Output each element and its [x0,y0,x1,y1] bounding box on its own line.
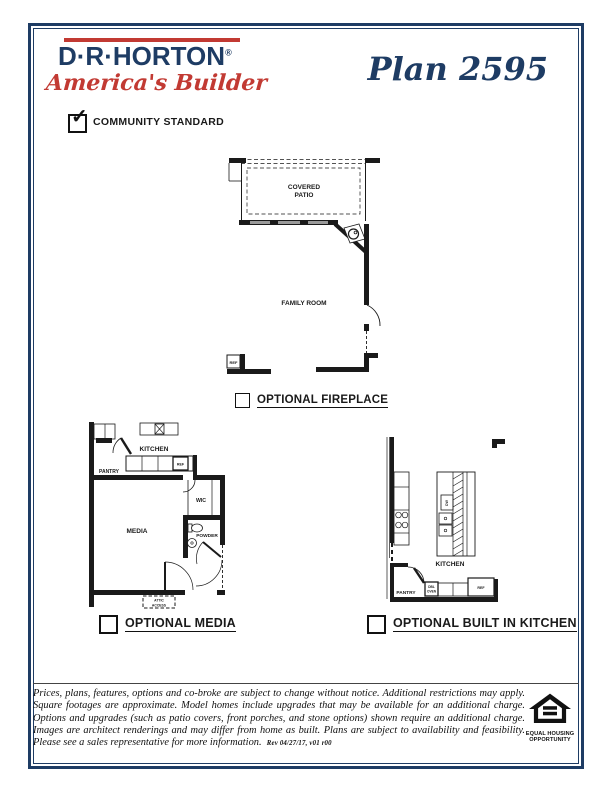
covered-patio-label-2: PATIO [294,192,314,199]
media-label: MEDIA [126,528,148,535]
brand-name: D·R·HORTON [58,41,226,71]
sink-box-1 [439,513,452,524]
dr-horton-logo [45,38,268,97]
wic-label: WIC [195,498,207,504]
optional-built-in-kitchen-row [367,615,577,634]
oven-label-1: DBL [428,585,435,589]
kitchen-label: KITCHEN [139,446,169,453]
pantry-label: PANTRY [396,591,416,596]
attic-access-label-2: ACCESS [151,603,167,608]
sink-symbol [188,539,197,548]
optional-fireplace-checkbox[interactable] [235,393,250,408]
footer [33,683,579,750]
kitchen-island [437,472,475,556]
optional-media-label: OPTIONAL MEDIA [125,616,236,630]
kitchen-label: KITCHEN [435,561,465,568]
equal-housing-logo [523,692,577,744]
covered-patio-label-1: COVERED [287,184,321,191]
community-standard-checkbox[interactable] [68,106,88,133]
toilet-symbol [192,524,203,532]
page-title: Plan 2595 [367,50,548,88]
floorplan-fireplace [216,150,386,390]
wall-corner-mark [492,439,505,448]
optional-media-checkbox[interactable] [99,615,118,634]
media-door-arc [165,562,193,590]
checkmark-icon: ✓ [71,106,88,128]
island-hatch [453,473,463,556]
family-room-label: FAMILY ROOM [281,300,327,307]
floorplan-media [85,412,235,612]
attic-access-label-1: ATTIC [154,598,164,603]
entry-door-arc [196,560,222,586]
powder-door-leaf [203,542,221,557]
sink-box-2 [439,525,452,536]
disclaimer-text [33,688,525,750]
optional-fireplace-label: OPTIONAL FIREPLACE [257,394,389,406]
optional-built-in-kitchen-label: OPTIONAL BUILT IN KITCHEN [393,616,577,630]
optional-fireplace-row [235,393,388,408]
registered-mark: ® [225,47,232,58]
disclaimer-body: Prices, plans, features, options and co-broke are subject to change without notice. Additional restrictions may apply. Square footages are approximate. Model homes include upgrades that may be available for an additional charge. Options and upgrades (such as patio covers, front porches, and stone options) shown require an additional charge. Images are architect renderings and may differ from home as built. Plans are subject to availability and feasibility. Please see a sales representative for more information. [33,688,525,749]
ref-label: REF [176,462,185,467]
logo-brand-text [58,43,268,70]
wic-door-arc [183,480,195,492]
dw-label: DW [445,500,449,506]
floorplan-built-in-kitchen [383,428,548,610]
community-standard-row [68,106,225,133]
equal-housing-house-icon [529,692,571,726]
powder-label: POWDER [196,534,218,539]
equal-housing-label-1: EQUAL HOUSING [525,731,575,737]
door-arc [367,305,380,326]
fireplace-symbol [335,224,367,253]
ref-label: REF [477,586,485,590]
logo-tagline: America's Builder [45,70,268,97]
ref-label: REF [229,360,238,365]
oven-label-2: OVEN [426,589,437,594]
optional-built-in-kitchen-checkbox[interactable] [367,615,386,634]
pantry-label: PANTRY [99,469,119,475]
revision-text: Rev 04/27/17, v01 r00 [266,740,332,748]
cooktop-symbol [396,512,408,528]
pantry-door-arc [113,438,121,453]
community-standard-label: COMMUNITY STANDARD [93,116,225,128]
optional-media-row [99,615,236,634]
equal-housing-label-2: OPPORTUNITY [529,737,571,744]
